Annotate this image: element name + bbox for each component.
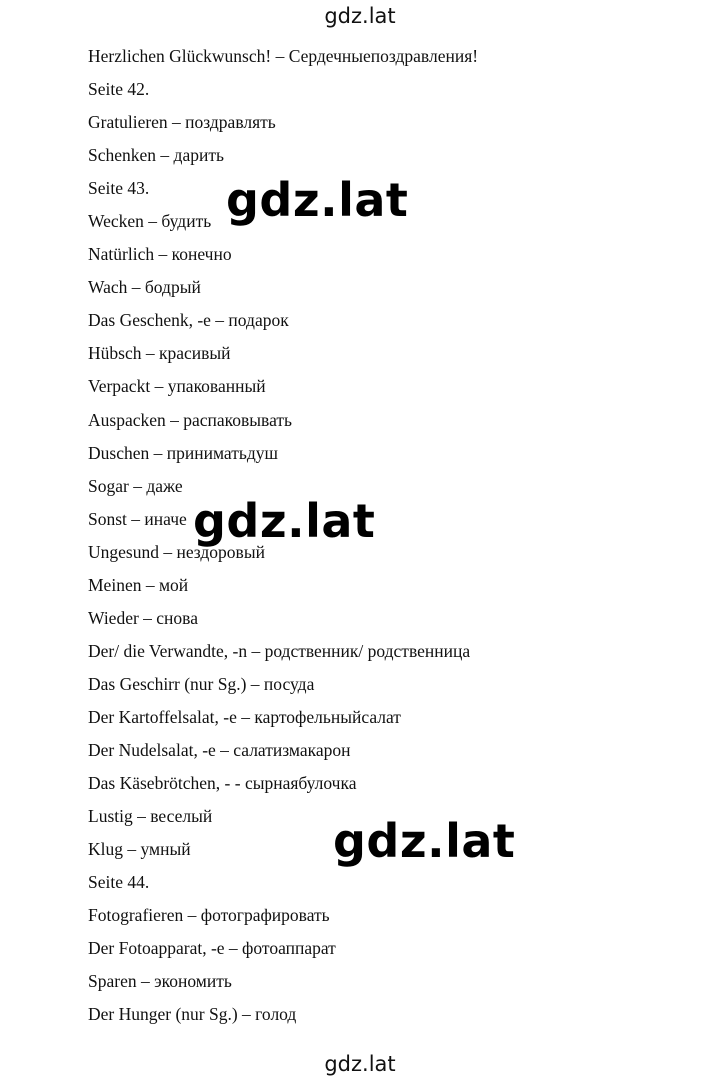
vocab-line: Verpackt – упакованный [88,376,266,397]
vocab-line: Gratulieren – поздравлять [88,112,276,133]
vocab-line: Duschen – приниматьдуш [88,442,278,463]
vocab-line: Auspacken – распаковывать [88,409,293,430]
section-heading: Seite 44. [88,872,150,893]
vocab-line: Lustig – веселый [88,806,213,827]
vocab-line: Das Käsebrötchen, - - сырнаябулочка [88,773,357,794]
vocab-line: Der Nudelsalat, -e – салатизмакарон [88,739,351,760]
vocab-line: Sonst – иначе [88,508,187,529]
vocab-line: Das Geschirr (nur Sg.) – посуда [88,673,315,694]
vocab-line: Natürlich – конечно [88,244,232,265]
overlay-watermark: gdz.lat [226,173,409,227]
section-heading: Seite 42. [88,79,150,100]
vocab-line: Wecken – будить [88,211,212,232]
header-watermark: gdz.lat [324,4,396,28]
vocab-line: Ungesund – нездоровый [88,541,265,562]
vocab-line: Schenken – дарить [88,145,224,166]
overlay-watermark: gdz.lat [333,814,516,868]
vocab-line: Das Geschenk, -e – подарок [88,310,289,331]
vocab-line: Sparen – экономить [88,971,232,992]
footer-watermark: gdz.lat [324,1052,396,1076]
vocab-line: Wach – бодрый [88,277,201,298]
overlay-watermark: gdz.lat [193,494,376,548]
vocab-line: Sogar – даже [88,475,183,496]
vocab-line: Der Fotoapparat, -e – фотоаппарат [88,938,336,959]
vocab-line: Hübsch – красивый [88,343,231,364]
vocab-line: Herzlichen Glückwunsch! – Сердечныепоздравления! [88,46,479,66]
vocab-line: Klug – умный [88,839,191,860]
vocab-line: Wieder – снова [88,607,198,628]
vocab-line: Der Hunger (nur Sg.) – голод [88,1004,297,1025]
vocab-line: Der Kartoffelsalat, -e – картофельныйсалат [88,706,401,727]
vocab-line: Fotografieren – фотографировать [88,905,330,926]
section-heading: Seite 43. [88,178,150,199]
vocab-line: Meinen – мой [88,574,189,595]
vocab-line: Der/ die Verwandte, -n – родственник/ родственница [88,640,471,661]
